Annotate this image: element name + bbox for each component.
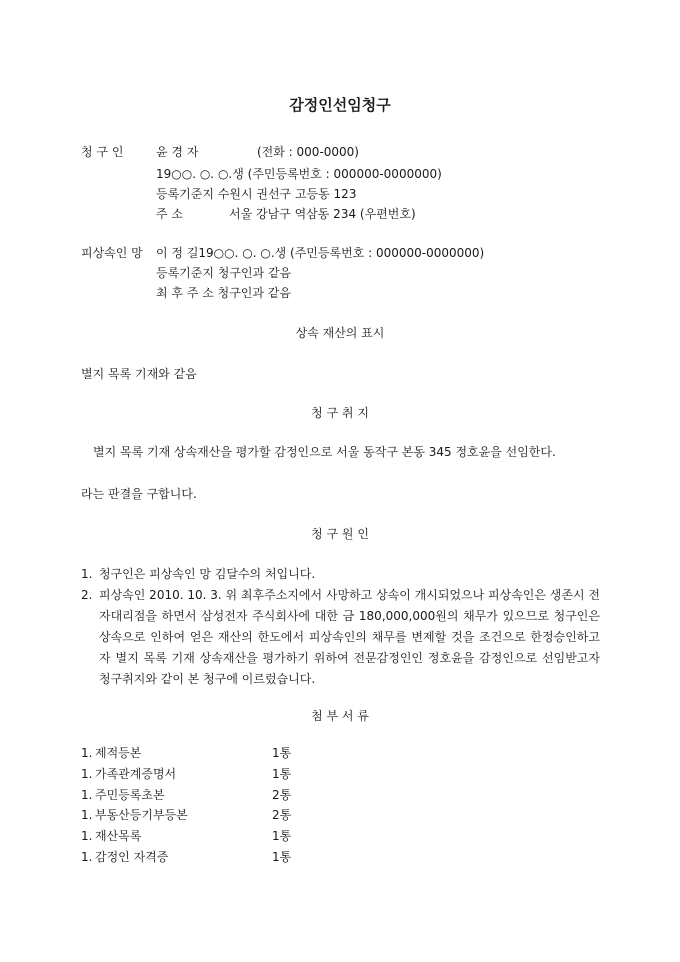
attachment-name: 제적등본: [95, 746, 142, 760]
purpose-heading: 청 구 취 지: [311, 406, 369, 420]
attachment-count: 1통: [272, 746, 292, 760]
claimant-phone: (전화 : 000-0000): [257, 145, 359, 159]
document-title: 감정인선임청구: [289, 96, 391, 114]
claimant-birth: 19○○. ○. ○.생 (주민등록번호 : 000000-0000000): [156, 167, 442, 181]
estate-heading: 상속 재산의 표시: [295, 326, 385, 340]
decedent-label: 피상속인 망: [81, 246, 143, 260]
decedent-registration: 등록기준지 청구인과 같음: [156, 266, 292, 280]
attachments-heading: 첨 부 서 류: [311, 709, 369, 723]
attachment-count: 1통: [272, 850, 292, 864]
claimant-name: 윤 경 자: [156, 145, 199, 159]
claimant-address: 서울 강남구 역삼동 234 (우편번호): [229, 207, 416, 221]
cause-heading: 청 구 원 인: [311, 527, 369, 541]
claimant-label: 청 구 인: [81, 145, 124, 159]
claimant-address-label: 주 소: [156, 207, 183, 221]
attachment-name: 감정인 자격증: [95, 850, 169, 864]
attachment-number: 1.: [81, 788, 93, 802]
purpose-closing: 라는 판결을 구합니다.: [81, 487, 197, 501]
attachment-number: 1.: [81, 767, 93, 781]
attachment-number: 1.: [81, 829, 93, 843]
cause-item-text: 피상속인 2010. 10. 3. 위 최후주소지에서 사망하고 상속이 개시되었으나 피상속인은 생존시 전자대리점을 하면서 삼성전자 주식회사에 대한 금 180,000,000원의 채무가 있으므로 청구인은 상속으로 인하여 얻은 재산의 한도에서 피상속인의 채무를 변제할 것을 조건으로 한정승인하고자 별지 목록 기재 상속재산을 평가하기 위하여 전문감정인인 정호윤을 감정인으로 선임받고자 청구취지와 같이 본 청구에 이르렀습니다.: [99, 588, 600, 686]
attachment-number: 1.: [81, 808, 93, 822]
decedent-last-address: 최 후 주 소 청구인과 같음: [156, 286, 291, 300]
cause-item-number: 2.: [81, 588, 93, 602]
estate-text: 별지 목록 기재와 같음: [81, 367, 197, 381]
cause-item-text: 청구인은 피상속인 망 김달수의 처입니다.: [99, 567, 316, 581]
attachment-number: 1.: [81, 746, 93, 760]
decedent-line: 이 정 길19○○. ○. ○.생 (주민등록번호 : 000000-0000000): [156, 246, 485, 260]
attachment-name: 재산목록: [95, 829, 142, 843]
attachment-number: 1.: [81, 850, 93, 864]
attachment-count: 1통: [272, 829, 292, 843]
attachment-count: 2통: [272, 808, 292, 822]
attachment-name: 주민등록초본: [95, 788, 165, 802]
cause-item-number: 1.: [81, 567, 93, 581]
purpose-text: 별지 목록 기재 상속재산을 평가할 감정인으로 서울 동작구 본동 345 정호윤을 선임한다.: [93, 445, 556, 459]
claimant-registration: 등록기준지 수원시 권선구 고등동 123: [156, 187, 357, 201]
attachment-count: 2통: [272, 788, 292, 802]
attachment-name: 부동산등기부등본: [95, 808, 188, 822]
attachment-name: 가족관계증명서: [95, 767, 177, 781]
attachment-count: 1통: [272, 767, 292, 781]
